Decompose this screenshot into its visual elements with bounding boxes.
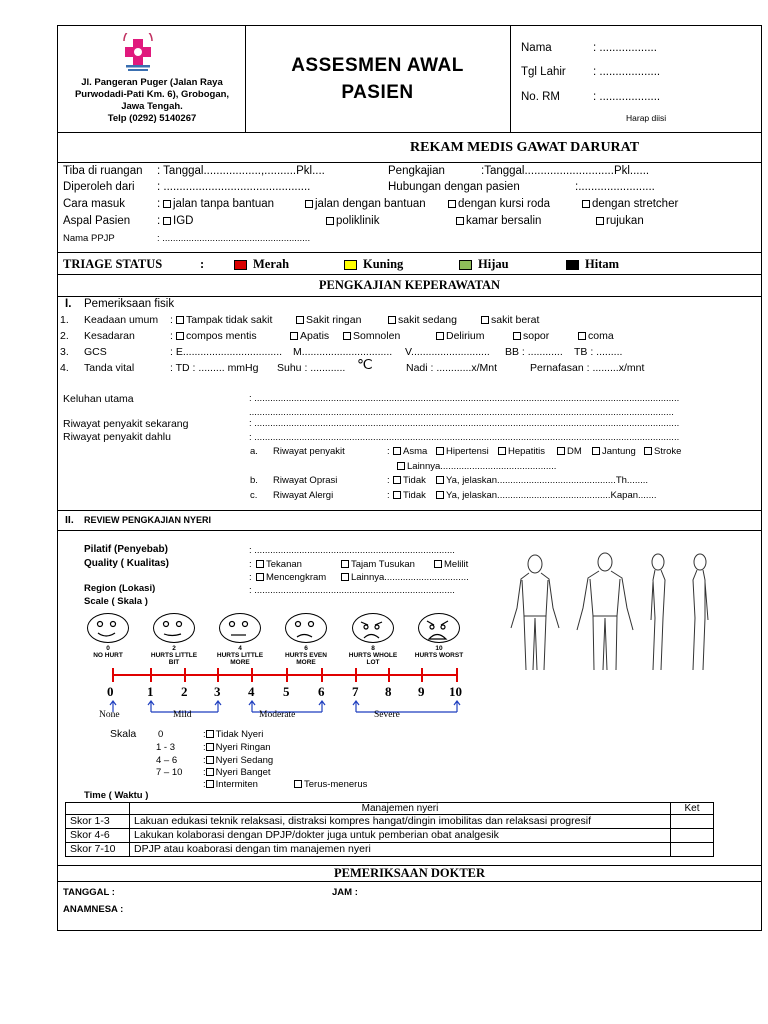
cara-jalan-dengan[interactable]: jalan dengan bantuan bbox=[305, 198, 426, 210]
time-label: Time ( Waktu ) bbox=[84, 790, 149, 801]
quality-tajam[interactable]: Tajam Tusukan bbox=[341, 559, 415, 570]
cara-masuk-label: Cara masuk bbox=[63, 198, 125, 210]
range-moderate: Moderate bbox=[259, 710, 296, 720]
body-side-left bbox=[651, 554, 665, 670]
quality-mencengkram[interactable]: Mencengkram bbox=[256, 572, 326, 583]
aspal-rujukan[interactable]: rujukan bbox=[596, 215, 644, 227]
time-terus-menerus[interactable]: Terus-menerus bbox=[294, 779, 367, 790]
time-intermiten[interactable]: : Intermiten bbox=[203, 779, 258, 790]
range-none: None bbox=[99, 710, 120, 720]
manajemen-header: Manajemen nyeri bbox=[130, 803, 671, 815]
kesadaran-apatis[interactable]: Apatis bbox=[290, 330, 329, 342]
scale-label: Scale ( Skala ) bbox=[84, 596, 148, 607]
skala-nyeri-ringan[interactable]: : Nyeri Ringan bbox=[203, 742, 271, 753]
ket-cell[interactable] bbox=[671, 829, 714, 843]
keluhan-value[interactable]: : ................................................................................................................................................................. bbox=[249, 393, 680, 404]
pengkajian-value[interactable]: :Tanggal............................Pkl...... bbox=[481, 165, 650, 177]
patient-name-label: Nama bbox=[521, 42, 552, 54]
triage-hijau[interactable]: Hijau bbox=[459, 257, 509, 272]
hospital-logo bbox=[116, 33, 160, 73]
range-severe: Severe bbox=[374, 710, 400, 720]
body-diagram[interactable] bbox=[495, 550, 720, 675]
hubungan-value[interactable]: :........................ bbox=[575, 181, 655, 193]
skala-label: Skala bbox=[110, 728, 137, 740]
pilatif-value[interactable]: : ............................................................................ bbox=[249, 545, 455, 556]
pengkajian-label: Pengkajian bbox=[388, 165, 445, 177]
table-row: Skor 1-3 Lakuan edukasi teknik relaksasi, distraksi kompres hangat/dingin imobilitas dan relaksasi progresif bbox=[66, 815, 714, 829]
range-mild: Mild bbox=[173, 710, 192, 720]
swatch-green bbox=[459, 260, 472, 270]
pemeriksaan-fisik-title: Pemeriksaan fisik bbox=[84, 298, 175, 310]
aspal-kamar-bersalin[interactable]: kamar bersalin bbox=[456, 215, 541, 227]
rp-hipertensi[interactable]: Hipertensi bbox=[436, 446, 489, 457]
pilatif-label: Pilatif (Penyebab) bbox=[84, 544, 168, 555]
patient-dob-value[interactable]: : ................... bbox=[593, 66, 661, 78]
diperoleh-label: Diperoleh dari bbox=[63, 181, 135, 193]
ket-cell[interactable] bbox=[671, 815, 714, 829]
quality-label: Quality ( Kualitas) bbox=[84, 558, 170, 569]
header-divider-1 bbox=[245, 25, 246, 132]
patient-dob-label: Tgl Lahir bbox=[521, 66, 566, 78]
nyeri-title: REVIEW PENGKAJIAN NYERI bbox=[84, 515, 212, 525]
tb-field[interactable]: TB : ......... bbox=[574, 346, 623, 358]
region-label: Region (Lokasi) bbox=[84, 583, 156, 594]
vital-nadi[interactable]: Nadi : ............x/Mnt bbox=[406, 362, 498, 374]
rp-stroke[interactable]: Stroke bbox=[644, 446, 681, 457]
rp-hepatitis[interactable]: Hepatitis bbox=[498, 446, 545, 457]
riwayat-sekarang-value[interactable]: : ................................................................................................................................................................. bbox=[249, 418, 680, 429]
ku-sakit-ringan[interactable]: Sakit ringan bbox=[296, 314, 361, 326]
aspal-poliklinik[interactable]: poliklinik bbox=[326, 215, 379, 227]
form-title-line-1: ASSESMEN AWAL bbox=[291, 55, 464, 76]
ppjp-value[interactable]: : ........................................................ bbox=[157, 233, 311, 244]
diperoleh-value[interactable]: : .............................................. bbox=[157, 181, 311, 193]
triage-kuning[interactable]: Kuning bbox=[344, 257, 403, 272]
address-line-2: Purwodadi-Pati Km. 6), Grobogan, bbox=[74, 89, 230, 100]
dokter-title: PEMERIKSAAN DOKTER bbox=[333, 866, 486, 880]
bb-field[interactable]: BB : ............ bbox=[505, 346, 563, 358]
rekam-title: REKAM MEDIS GAWAT DARURAT bbox=[410, 140, 640, 155]
hubungan-label: Hubungan dengan pasien bbox=[388, 181, 520, 193]
celsius-unit: ℃ bbox=[357, 358, 373, 373]
ku-sakit-berat[interactable]: sakit berat bbox=[481, 314, 539, 326]
operasi-ya[interactable]: Ya, jelaskan.............................................Th........ bbox=[436, 475, 648, 486]
jam-label[interactable]: JAM : bbox=[332, 887, 358, 898]
body-back bbox=[577, 553, 633, 670]
manajemen-nyeri-table bbox=[65, 802, 714, 857]
gcs-v[interactable]: V........................... bbox=[405, 346, 490, 358]
vital-suhu[interactable]: Suhu : ............ bbox=[277, 362, 346, 374]
ku-tampak-tidak-sakit[interactable]: Tampak tidak sakit bbox=[176, 314, 272, 326]
ku-sakit-sedang[interactable]: sakit sedang bbox=[388, 314, 457, 326]
triage-label: TRIAGE STATUS bbox=[63, 257, 163, 271]
kesadaran-compos-mentis[interactable]: compos mentis bbox=[176, 330, 257, 342]
rp-dm[interactable]: DM bbox=[557, 446, 582, 457]
riwayat-dahulu-value[interactable]: : ................................................................................................................................................................. bbox=[249, 432, 680, 443]
vital-td[interactable]: : TD : ......... mmHg bbox=[170, 362, 259, 374]
phone: Telp (0292) 5140267 bbox=[107, 113, 197, 124]
cara-kursi-roda[interactable]: dengan kursi roda bbox=[448, 198, 550, 210]
address-line-1: Jl. Pangeran Puger (Jalan Raya bbox=[81, 77, 223, 88]
tiba-label: Tiba di ruangan bbox=[63, 165, 143, 177]
ppjp-label: Nama PPJP bbox=[63, 233, 115, 244]
keluhan-label: Keluhan utama bbox=[63, 393, 134, 405]
rp-jantung[interactable]: Jantung bbox=[592, 446, 636, 457]
rp-lainnya[interactable]: Lainnya............................................ bbox=[397, 461, 556, 472]
skala-nyeri-sedang[interactable]: : Nyeri Sedang bbox=[203, 755, 274, 766]
gcs-m[interactable]: M............................... bbox=[293, 346, 393, 358]
alergi-tidak[interactable]: Tidak bbox=[393, 490, 426, 501]
riwayat-sekarang-label: Riwayat penyakit sekarang bbox=[63, 418, 189, 430]
ket-cell[interactable] bbox=[671, 843, 714, 857]
triage-merah[interactable]: Merah bbox=[234, 257, 289, 272]
cara-stretcher[interactable]: dengan stretcher bbox=[582, 198, 678, 210]
anamnesa-label[interactable]: ANAMNESA : bbox=[63, 904, 124, 915]
address-line-3: Jawa Tengah. bbox=[121, 101, 183, 112]
patient-rm-label: No. RM bbox=[521, 91, 560, 103]
swatch-red bbox=[234, 260, 247, 270]
keperawatan-title: PENGKAJIAN KEPERAWATAN bbox=[318, 278, 501, 292]
quality-lainnya[interactable]: Lainnya................................ bbox=[341, 572, 469, 583]
fill-note: Harap diisi bbox=[626, 113, 667, 123]
alergi-ya[interactable]: Ya, jelaskan...........................................Kapan....... bbox=[436, 490, 657, 501]
quality-melilit[interactable]: Melilit bbox=[434, 559, 468, 570]
kesadaran-coma[interactable]: coma bbox=[578, 330, 614, 342]
swatch-yellow bbox=[344, 260, 357, 270]
patient-rm-value[interactable]: : ................... bbox=[593, 91, 661, 103]
body-side-right bbox=[693, 554, 708, 670]
tiba-value[interactable]: : Tanggal..................,..........Pkl.... bbox=[157, 165, 325, 177]
region-value[interactable]: : ............................................................................ bbox=[249, 585, 455, 596]
body-front bbox=[511, 555, 559, 670]
operasi-tidak[interactable]: Tidak bbox=[393, 475, 426, 486]
header-divider-2 bbox=[510, 25, 511, 132]
gcs-e[interactable]: : E.................................. bbox=[170, 346, 283, 358]
header-bottom-line bbox=[57, 132, 762, 133]
skala-tidak-nyeri[interactable]: : Tidak Nyeri bbox=[203, 729, 264, 740]
aspal-label: Aspal Pasien bbox=[63, 215, 131, 227]
form-title-line-2: PASIEN bbox=[341, 82, 414, 103]
riwayat-dahulu-label: Riwayat penyakit dahlu bbox=[63, 431, 171, 443]
quality-tekanan[interactable]: Tekanan bbox=[256, 559, 302, 570]
ket-header: Ket bbox=[671, 803, 714, 815]
cara-jalan-tanpa[interactable]: jalan tanpa bantuan bbox=[163, 198, 274, 210]
vital-pernafasan[interactable]: Pernafasan : .........x/mnt bbox=[530, 362, 645, 374]
skala-nyeri-banget[interactable]: : Nyeri Banget bbox=[203, 767, 271, 778]
rp-asma[interactable]: Asma bbox=[393, 446, 427, 457]
table-row: Skor 7-10 DPJP atau koaborasi dengan tim manajemen nyeri bbox=[66, 843, 714, 857]
table-row: Skor 4-6 Lakukan kolaborasi dengan DPJP/dokter juga untuk pemberian obat analgesik bbox=[66, 829, 714, 843]
triage-hitam[interactable]: Hitam bbox=[566, 257, 619, 272]
tanggal-label[interactable]: TANGGAL : bbox=[63, 887, 115, 898]
aspal-igd[interactable]: IGD bbox=[163, 215, 193, 227]
kesadaran-somnolen[interactable]: Somnolen bbox=[343, 330, 400, 342]
swatch-black bbox=[566, 260, 579, 270]
patient-name-value[interactable]: : .................. bbox=[593, 42, 657, 54]
kesadaran-sopor[interactable]: sopor bbox=[513, 330, 549, 342]
kesadaran-delirium[interactable]: Delirium bbox=[436, 330, 485, 342]
